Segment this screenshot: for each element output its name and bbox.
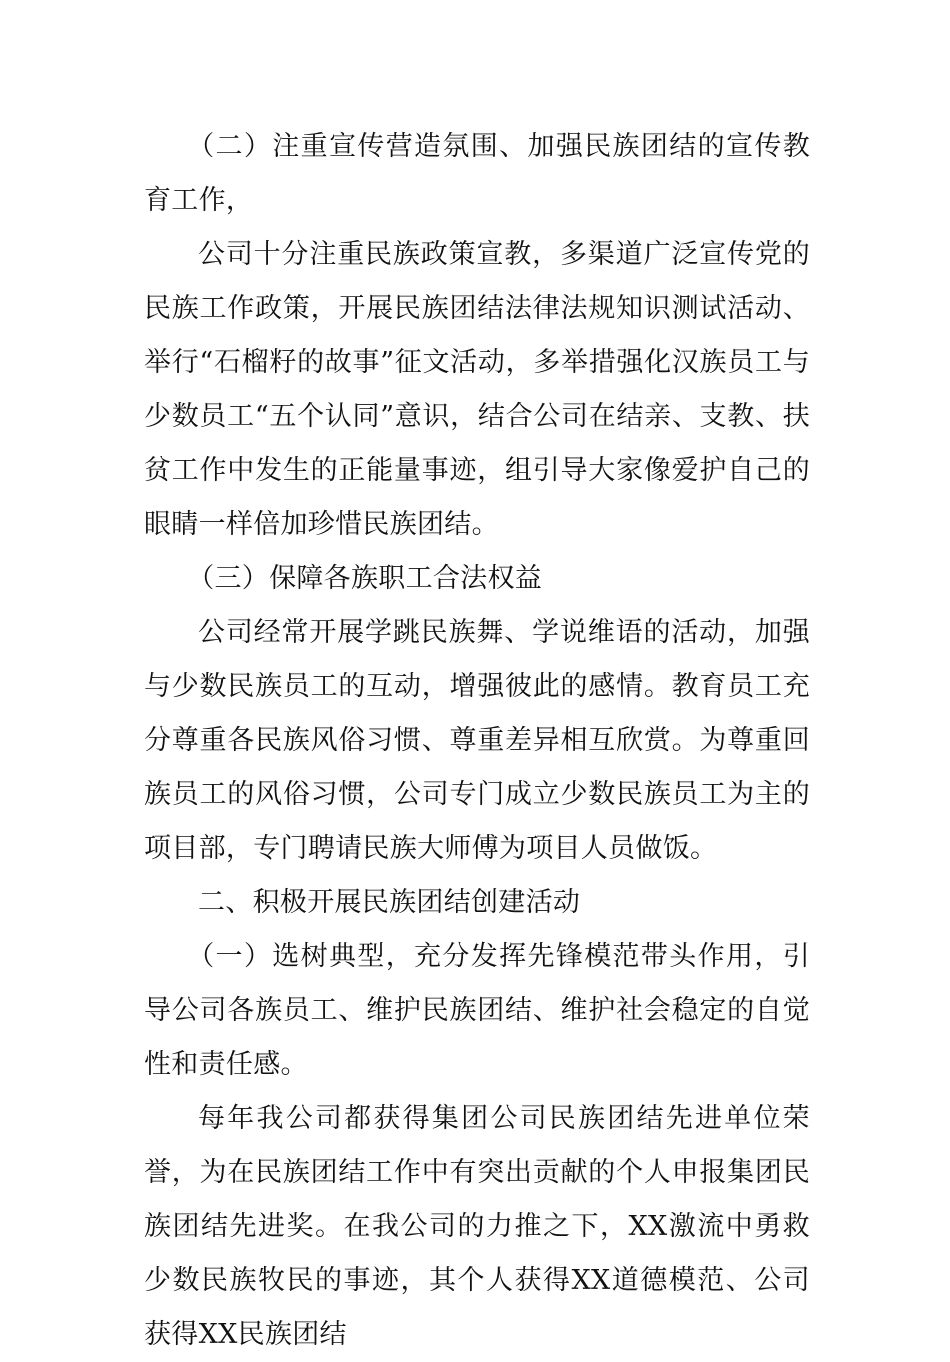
section-heading-2-3: （三）保障各族职工合法权益 [187, 563, 543, 594]
body-paragraph: 公司经常开展学跳民族舞、学说维语的活动，加强与少数民族员工的互动，增强彼此的感情。教育员工充分尊重各民族风俗习惯、尊重差异相互欣赏。为尊重回族员工的风俗习惯，公司专门成立少数民族员工为主的项目部，专门聘请民族大师傅为项目人员做饭。 [144, 617, 810, 864]
document-body [144, 120, 810, 1362]
section-heading-2: 二、积极开展民族团结创建活动 [198, 887, 581, 918]
section-heading-2-1: （一）选树典型，充分发挥先锋模范带头作用，引导公司各族员工、维护民族团结、维护社会稳定的自觉性和责任感。 [144, 941, 810, 1080]
body-paragraph: 公司十分注重民族政策宣教，多渠道广泛宣传党的民族工作政策，开展民族团结法律法规知识测试活动、举行“石榴籽的故事”征文活动，多举措强化汉族员工与少数员工“五个认同”意识，结合公司在结亲、支教、扶贫工作中发生的正能量事迹，组引导大家像爱护自己的眼睛一样倍加珍惜民族团结。 [144, 239, 810, 540]
body-paragraph: 每年我公司都获得集团公司民族团结先进单位荣誉，为在民族团结工作中有突出贡献的个人申报集团民族团结先进奖。在我公司的力推之下，XX激流中勇救少数民族牧民的事迹，其个人获得XX道德模范、公司获得XX民族团结 [144, 1103, 810, 1350]
section-heading-2-2: （二）注重宣传营造氛围、加强民族团结的宣传教育工作， [144, 131, 810, 216]
